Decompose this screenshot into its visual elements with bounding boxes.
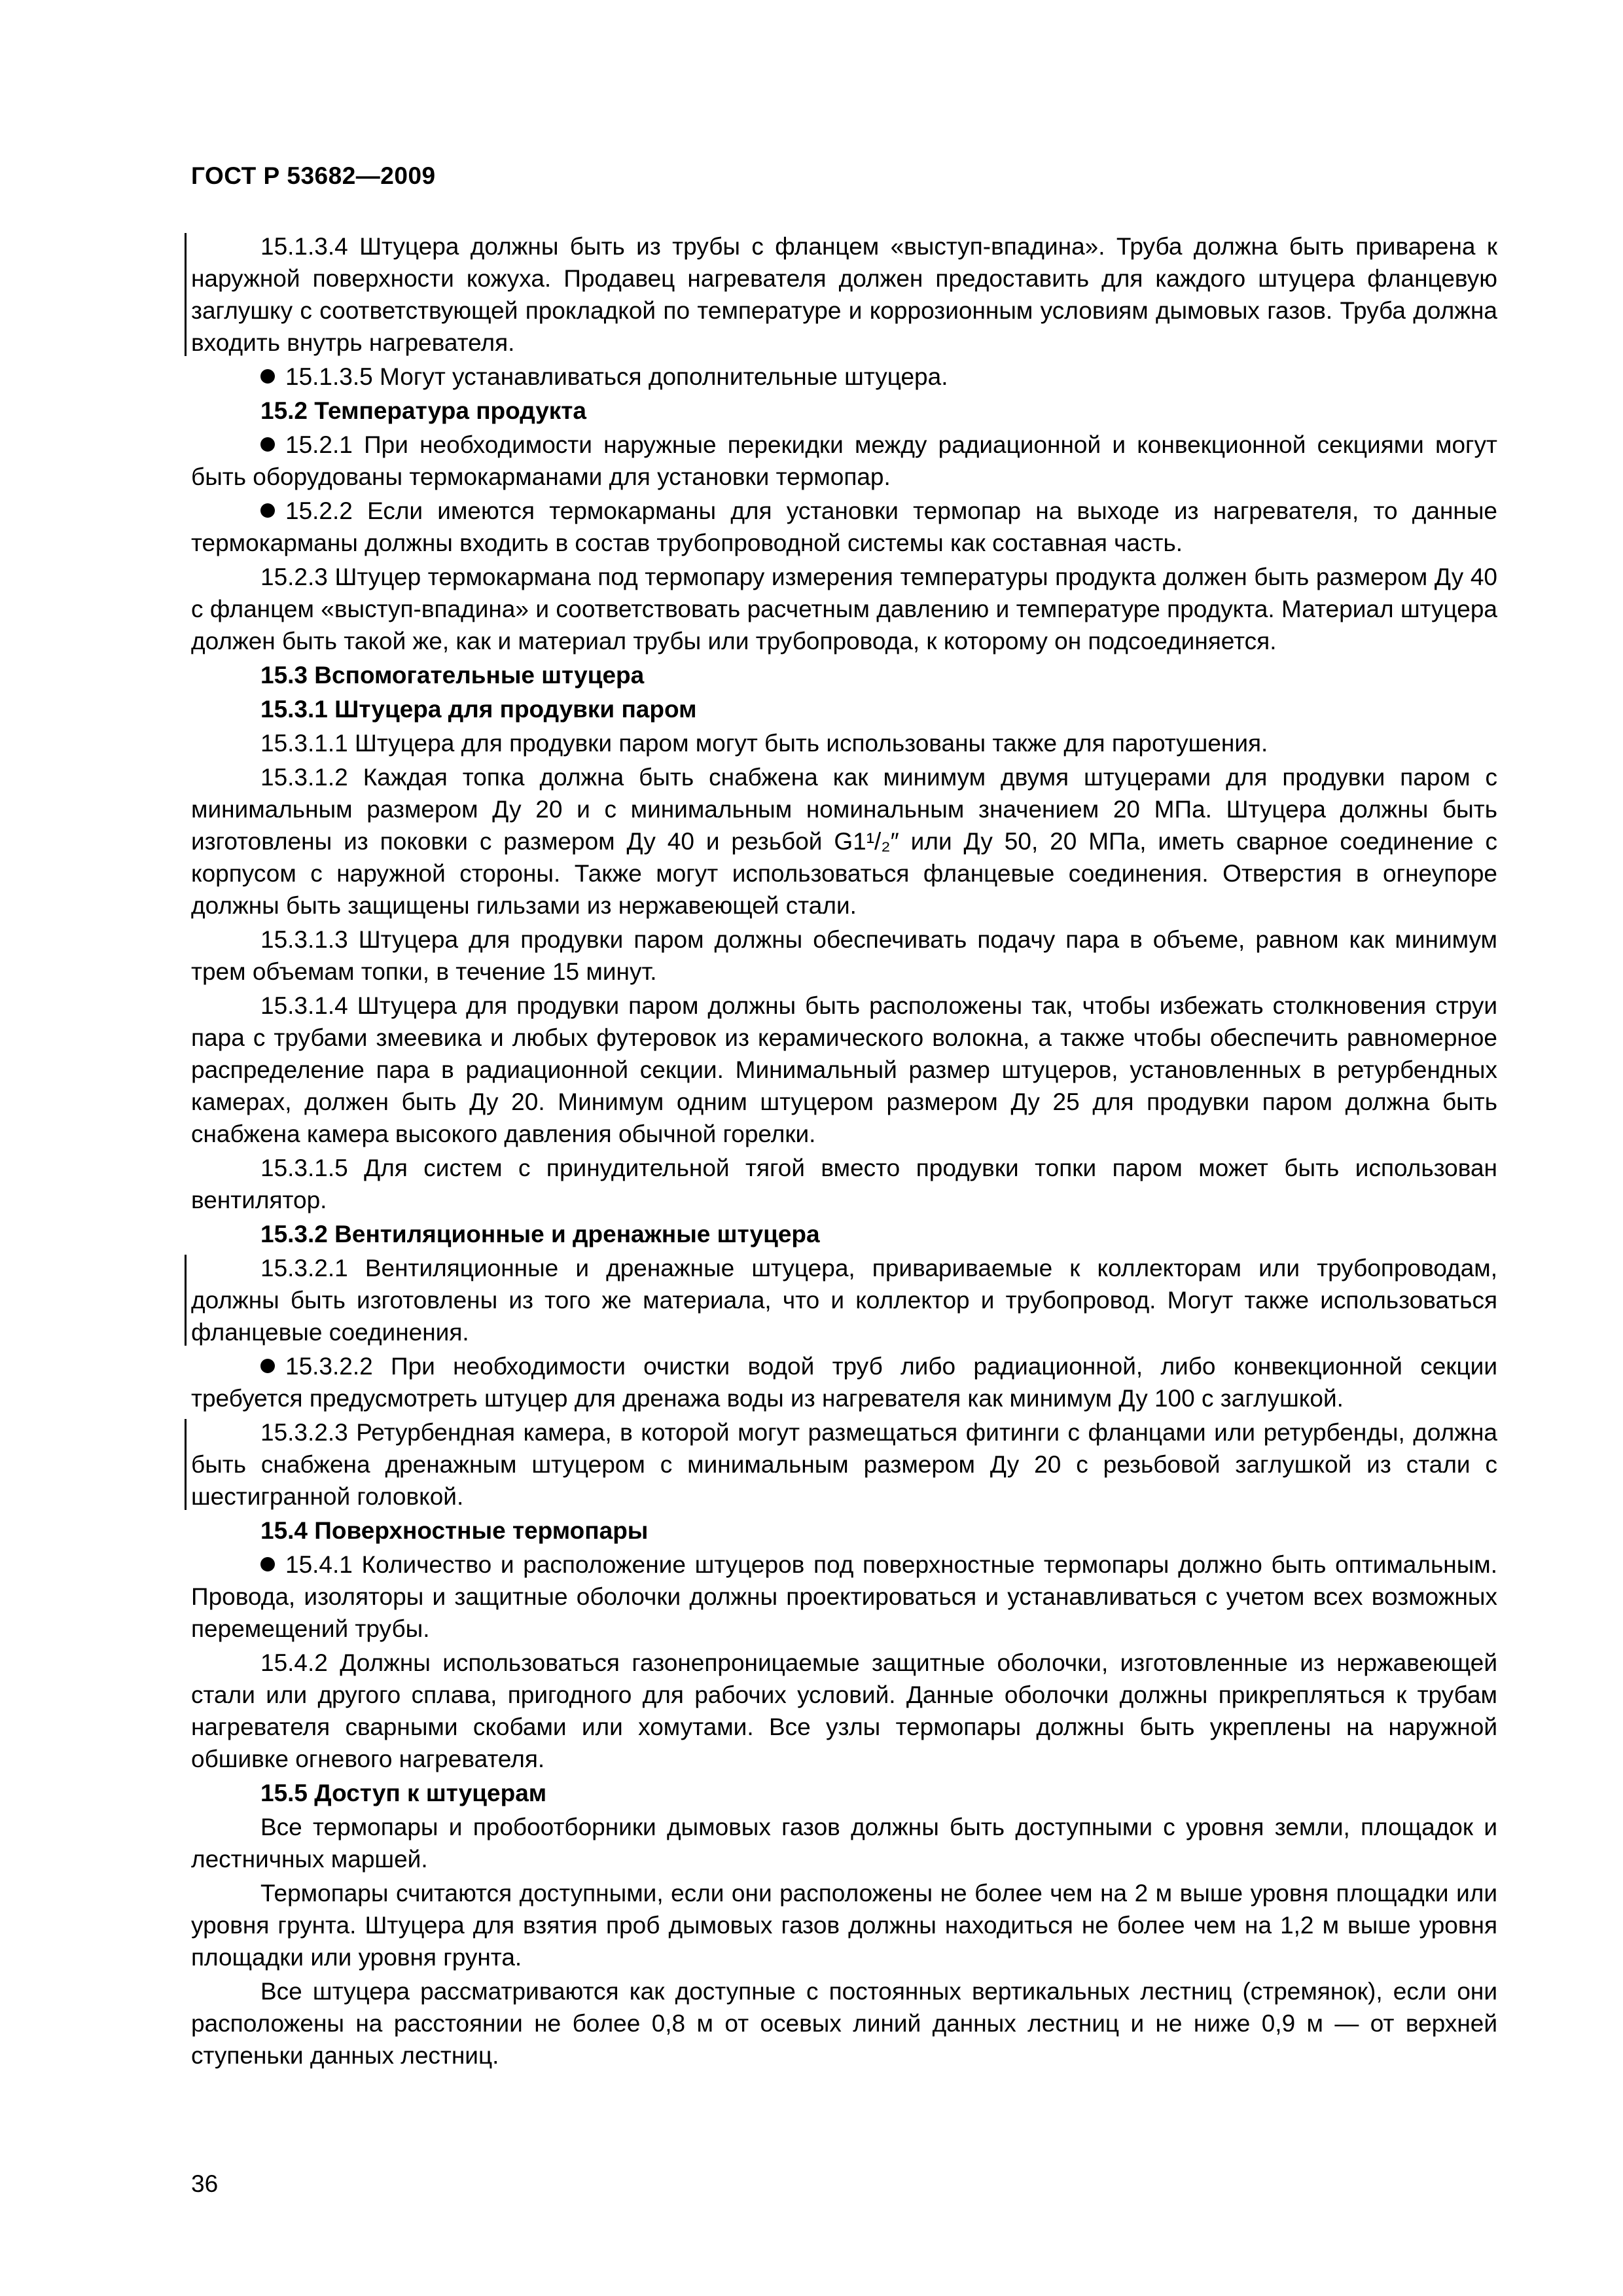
page-number: 36 (191, 2170, 219, 2197)
paragraph (191, 429, 1497, 493)
paragraph (191, 495, 1497, 559)
section-heading (191, 1777, 1497, 1809)
paragraph-text: 15.1.3.5 Могут устанавливаться дополнительные штуцера. (285, 363, 948, 390)
paragraph (191, 1152, 1497, 1216)
paragraph (191, 727, 1497, 759)
paragraph (191, 1877, 1497, 1973)
paragraph (191, 990, 1497, 1150)
section-heading (191, 395, 1497, 427)
paragraph (191, 1975, 1497, 2072)
heading-text: 15.3 Вспомогательные штуцера (260, 662, 645, 689)
paragraph-text: 15.3.1.3 Штуцера для продувки паром должны обеспечивать подачу пара в объеме, равном как минимум трем объемам топки, в течение 15 минут. (191, 926, 1497, 985)
heading-text: 15.5 Доступ к штуцерам (260, 1780, 547, 1806)
section-heading (191, 1218, 1497, 1250)
paragraph (191, 1647, 1497, 1775)
heading-text: 15.4 Поверхностные термопары (260, 1517, 649, 1544)
section-heading (191, 659, 1497, 691)
paragraph-text: 15.4.2 Должны использоваться газонепроницаемые защитные оболочки, изготовленные из нержавеющей стали или другого сплава, пригодного для рабочих условий. Данные оболочки должны прикрепляться к трубам нагревателя сварными скобами или хомутами. Все узлы термопары должны быть укреплены на наружной обшивке огневого нагревателя. (191, 1649, 1497, 1772)
paragraph (191, 361, 1497, 393)
paragraph-text: 15.3.1.5 Для систем с принудительной тягой вместо продувки топки паром может быть использован вентилятор. (191, 1155, 1497, 1213)
paragraph-text: 15.3.2.1 Вентиляционные и дренажные штуцера, привариваемые к коллекторам или трубопроводам, должны быть изготовлены из того же материала, что и коллектор и трубопровод. Могут также использоваться фланцевые соединения. (191, 1255, 1497, 1346)
paragraph (191, 1811, 1497, 1875)
heading-text: 15.2 Температура продукта (260, 397, 587, 424)
paragraph-text: 15.2.1 При необходимости наружные перекидки между радиационной и конвекционной секциями могут быть оборудованы термокарманами для установки термопар. (191, 431, 1497, 490)
paragraph (191, 1350, 1497, 1414)
paragraph-text: 15.3.1.4 Штуцера для продувки паром должны быть расположены так, чтобы избежать столкновения струи пара с трубами змеевика и любых футеровок из керамического волокна, а также чтобы обеспечить равномерное распределение пара в радиационной секции. Минимальный размер штуцеров, установленных в ретурбендных камерах, должен быть Ду 20. Минимум одним штуцером размером Ду 25 для продувки паром должна быть снабжена камера высокого давления обычной горелки. (191, 992, 1497, 1147)
change-marker-bullet-icon (260, 1359, 275, 1373)
paragraph (191, 230, 1497, 359)
paragraph-text: 15.2.3 Штуцер термокармана под термопару измерения температуры продукта должен быть размером Ду 40 с фланцем «выступ-впадина» и соответствовать расчетным давлению и температуре продукта. Материал штуцера должен быть такой же, как и материал трубы или трубопровода, к которому он подсоединяется. (191, 564, 1497, 655)
paragraph-text: 15.4.1 Количество и расположение штуцеров под поверхностные термопары должно быть оптимальным. Провода, изоляторы и защитные оболочки должны проектироваться и устанавливаться с учетом всех возможных перемещений трубы. (191, 1551, 1497, 1642)
paragraph (191, 761, 1497, 922)
paragraph (191, 1252, 1497, 1348)
standard-header: ГОСТ Р 53682—2009 (191, 162, 436, 189)
change-marker-bullet-icon (260, 369, 275, 384)
document-body (191, 230, 1497, 2073)
paragraph-text: Термопары считаются доступными, если они расположены не более чем на 2 м выше уровня площадки или уровня грунта. Штуцера для взятия проб дымовых газов должны находиться не более чем на 1,2 м выше уровня площадки или уровня грунта. (191, 1880, 1497, 1971)
paragraph (191, 1416, 1497, 1513)
paragraph (191, 924, 1497, 988)
section-heading (191, 693, 1497, 725)
paragraph (191, 561, 1497, 657)
paragraph-text: 15.1.3.4 Штуцера должны быть из трубы с фланцем «выступ-впадина». Труба должна быть приварена к наружной поверхности кожуха. Продавец нагревателя должен предоставить для каждого штуцера фланцевую заглушку с соответствующей прокладкой по температуре и коррозионным условиям дымовых газов. Труба должна входить внутрь нагревателя. (191, 233, 1497, 356)
change-marker-bullet-icon (260, 1557, 275, 1571)
paragraph-text: Все термопары и пробоотборники дымовых газов должны быть доступными с уровня земли, площадок и лестничных маршей. (191, 1814, 1497, 1873)
change-marker-bullet-icon (260, 503, 275, 518)
heading-text: 15.3.1 Штуцера для продувки паром (260, 696, 697, 723)
change-marker-bullet-icon (260, 437, 275, 452)
paragraph-text: Все штуцера рассматриваются как доступные с постоянных вертикальных лестниц (стремянок), если они расположены на расстоянии не более 0,8 м от осевых линий данных лестниц и не ниже 0,9 м — от верхней ступеньки данных лестниц. (191, 1978, 1497, 2069)
section-heading (191, 1515, 1497, 1547)
paragraph-text: 15.3.2.2 При необходимости очистки водой труб либо радиационной, либо конвекционной секции требуется предусмотреть штуцер для дренажа воды из нагревателя как минимум Ду 100 с заглушкой. (191, 1353, 1497, 1412)
paragraph-text: 15.3.1.2 Каждая топка должна быть снабжена как минимум двумя штуцерами для продувки паром с минимальным размером Ду 20 и с минимальным номинальным значением 20 МПа. Штуцера должны быть изготовлены из поковки с размером Ду 40 и резьбой G1¹/₂″ или Ду 50, 20 МПа, иметь сварное соединение с корпусом с наружной стороны. Также могут использоваться фланцевые соединения. Отверстия в огнеупоре должны быть защищены гильзами из нержавеющей стали. (191, 764, 1497, 919)
paragraph (191, 1549, 1497, 1645)
paragraph-text: 15.3.2.3 Ретурбендная камера, в которой могут размещаться фитинги с фланцами или ретурбенды, должна быть снабжена дренажным штуцером с минимальным размером Ду 20 с резьбовой заглушкой из стали с шестигранной головкой. (191, 1419, 1497, 1510)
paragraph-text: 15.2.2 Если имеются термокарманы для установки термопар на выходе из нагревателя, то данные термокарманы должны входить в состав трубопроводной системы как составная часть. (191, 497, 1497, 556)
heading-text: 15.3.2 Вентиляционные и дренажные штуцера (260, 1221, 820, 1247)
paragraph-text: 15.3.1.1 Штуцера для продувки паром могут быть использованы также для паротушения. (260, 730, 1268, 757)
